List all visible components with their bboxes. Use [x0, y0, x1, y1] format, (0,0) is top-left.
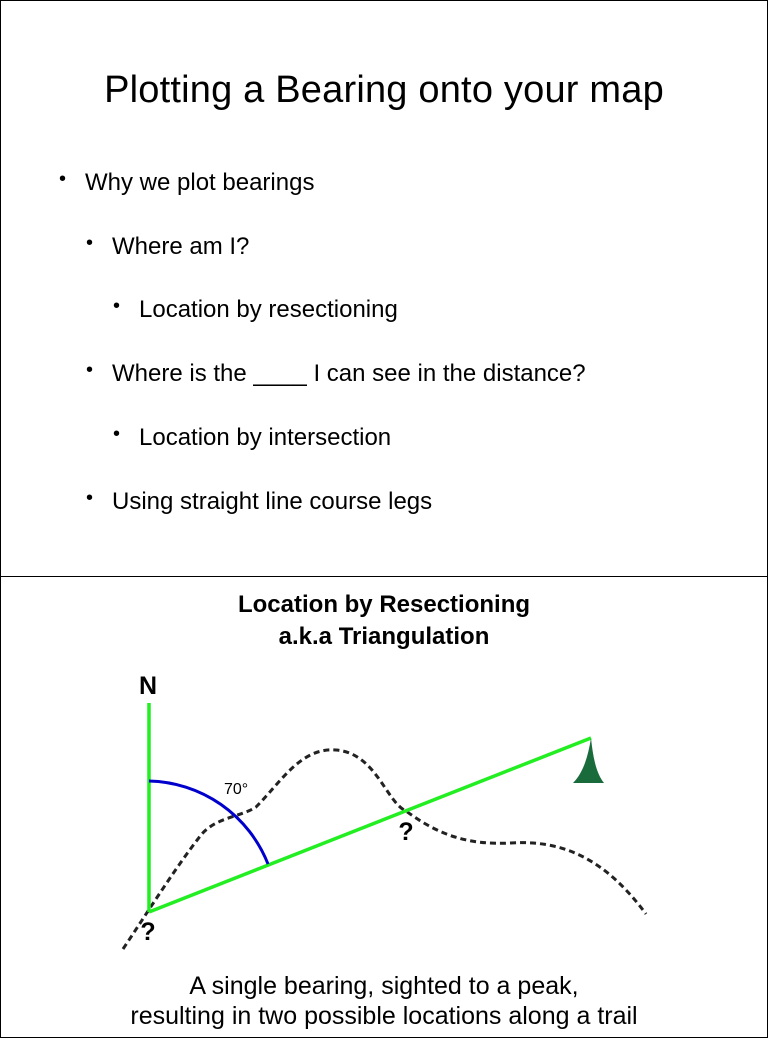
trail-path	[123, 750, 646, 949]
bullet-dot-icon: •	[86, 232, 94, 254]
angle-label: 70°	[224, 781, 249, 798]
caption-line-2: resulting in two possible locations along a trail	[130, 1002, 638, 1030]
bullet-text: Location by intersection	[139, 424, 392, 451]
bullet-dot-icon: •	[86, 487, 94, 509]
bullet-text: Why we plot bearings	[85, 169, 315, 196]
bullet-dot-icon: •	[113, 423, 121, 445]
bullet-text: Using straight line course legs	[112, 488, 433, 515]
bullet-text: Where is the ____ I can see in the distance?	[112, 360, 586, 387]
resection-diagram	[1, 577, 767, 977]
bullet-text: Where am I?	[112, 233, 250, 260]
diagram-caption	[1, 971, 767, 1031]
diagram-title-line-1: Location by Resectioning	[237, 591, 531, 618]
question-mark-near: ?	[140, 918, 156, 946]
bearing-angle-arc	[149, 781, 268, 864]
slide-2	[0, 576, 768, 1038]
bullet-dot-icon: •	[113, 295, 121, 317]
diagram-title-line-2: a.k.a Triangulation	[278, 623, 490, 650]
slide-title: Plotting a Bearing onto your map	[104, 69, 664, 111]
bullet-dot-icon: •	[59, 168, 67, 190]
bullet-dot-icon: •	[86, 359, 94, 381]
north-label: N	[138, 672, 158, 700]
caption-line-1: A single bearing, sighted to a peak,	[189, 972, 579, 1000]
bullet-text: Location by resectioning	[139, 296, 398, 323]
question-mark-far: ?	[398, 818, 414, 846]
